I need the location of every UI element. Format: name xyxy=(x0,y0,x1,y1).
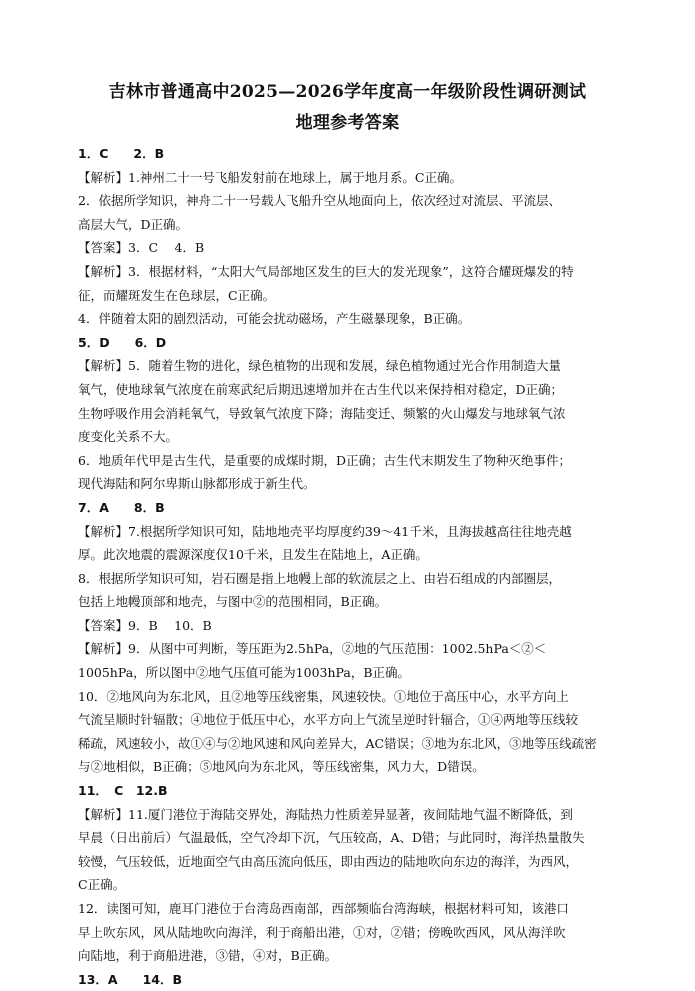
explanation-line: 早晨（日出前后）气温最低，空气冷却下沉，气压较高，A、D错；与此同时，海洋热量散失 xyxy=(78,830,585,846)
explanation-line: 生物呼吸作用会消耗氧气，导致氧气浓度下降；海陆变迁、频繁的火山爆发与地球氧气浓 xyxy=(78,405,566,421)
explanation-line: 向陆地，利于商船进港，③错，④对，B正确。 xyxy=(78,948,338,964)
explanation-line: 稀疏，风速较小，故①④与②地风速和风向差异大，AC错误；③地为东北风，③地等压线疏密 xyxy=(78,735,597,751)
explanation-line: C正确。 xyxy=(78,877,126,893)
document-title: 吉林市普通高中2025—2026学年度高一年级阶段性调研测试 xyxy=(108,82,587,102)
explanation-line: 【答案】9．B 10．B xyxy=(78,617,212,633)
explanation-line: 度变化关系不大。 xyxy=(78,429,179,445)
explanation-line: 8．根据所学知识可知，岩石圈是指上地幔上部的软流层之上、由岩石组成的内部圈层， xyxy=(78,570,561,586)
explanation-line: 氧气，使地球氧气浓度在前寒武纪后期迅速增加并在古生代以来保持相对稳定，D正确； xyxy=(78,381,564,397)
explanation-line: 较慢，气压较低，近地面空气由高压流向低压，即由西边的陆地吹向东边的海洋，为西风， xyxy=(78,853,579,869)
explanation-line: 4．伴随着太阳的剧烈活动，可能会扰动磁场，产生磁暴现象，B正确。 xyxy=(78,311,471,327)
answer-key-line: 13．A 14．B xyxy=(78,971,182,987)
explanation-line: 厚。此次地震的震源深度仅10千米，且发生在陆地上，A正确。 xyxy=(78,547,428,563)
explanation-line: 12．读图可知，鹿耳门港位于台湾岛西南部，西部频临台湾海峡，根据材料可知，该港口 xyxy=(78,901,569,916)
explanation-line: 与②地相似，B正确；⑤地风向为东北风，等压线密集，风力大，D错误。 xyxy=(78,759,485,775)
explanation-line: 10．②地风向为东北风，且②地等压线密集，风速较快。①地位于高压中心，水平方向上 xyxy=(78,688,569,704)
explanation-line: 【解析】7.根据所学知识可知，陆地地壳平均厚度约39～41千米，且海拔越高往往地壳越 xyxy=(78,523,572,539)
explanation-line: 早上吹东风，风从陆地吹向海洋，利于商船出港，①对，②错；傍晚吹西风，风从海洋吹 xyxy=(78,924,566,940)
explanation-line: 2．依据所学知识，神舟二十一号载人飞船升空从地面向上，依次经过对流层、平流层、 xyxy=(78,193,561,209)
explanation-line: 1005hPa，所以图中②地气压值可能为1003hPa，B正确。 xyxy=(78,665,411,681)
answer-body xyxy=(78,142,638,991)
explanation-line: 包括上地幔顶部和地壳，与图中②的范围相同，B正确。 xyxy=(78,594,388,610)
explanation-line: 气流呈顺时针辐散；④地位于低压中心，水平方向上气流呈逆时针辐合，①④两地等压线较 xyxy=(78,712,579,728)
explanation-line: 6．地质年代甲是古生代，是重要的成煤时期，D正确；古生代末期发生了物种灭绝事件； xyxy=(78,452,571,468)
answer-key-line: 5．D 6．D xyxy=(78,334,167,350)
document-subtitle: 地理参考答案 xyxy=(295,113,400,133)
explanation-line: 【解析】11.厦门港位于海陆交界处，海陆热力性质差异显著，夜间陆地气温不断降低，到 xyxy=(78,806,573,822)
explanation-line: 征，而耀斑发生在色球层，C正确。 xyxy=(78,287,276,303)
explanation-line: 【解析】1.神州二十一号飞船发射前在地球上，属于地月系。C正确。 xyxy=(78,169,462,185)
explanation-line: 【解析】3．根据材料，“太阳大气局部地区发生的巨大的发光现象”，这符合耀斑爆发的特 xyxy=(78,263,574,279)
answer-key-line: 1．C 2．B xyxy=(78,146,165,161)
answer-key-line: 11． C 12.B xyxy=(78,783,168,799)
explanation-line: 现代海陆和阿尔卑斯山脉都形成于新生代。 xyxy=(78,476,316,492)
explanation-line: 高层大气，D正确。 xyxy=(78,216,189,232)
explanation-line: 【答案】3．C 4．B xyxy=(78,240,205,256)
answer-key-line: 7．A 8．B xyxy=(78,499,165,515)
explanation-line: 【解析】5．随着生物的进化，绿色植物的出现和发展，绿色植物通过光合作用制造大量 xyxy=(78,358,561,374)
explanation-line: 【解析】9．从图中可判断，等压距为2.5hPa，②地的气压范围：1002.5hPa＜②＜ xyxy=(78,641,547,657)
